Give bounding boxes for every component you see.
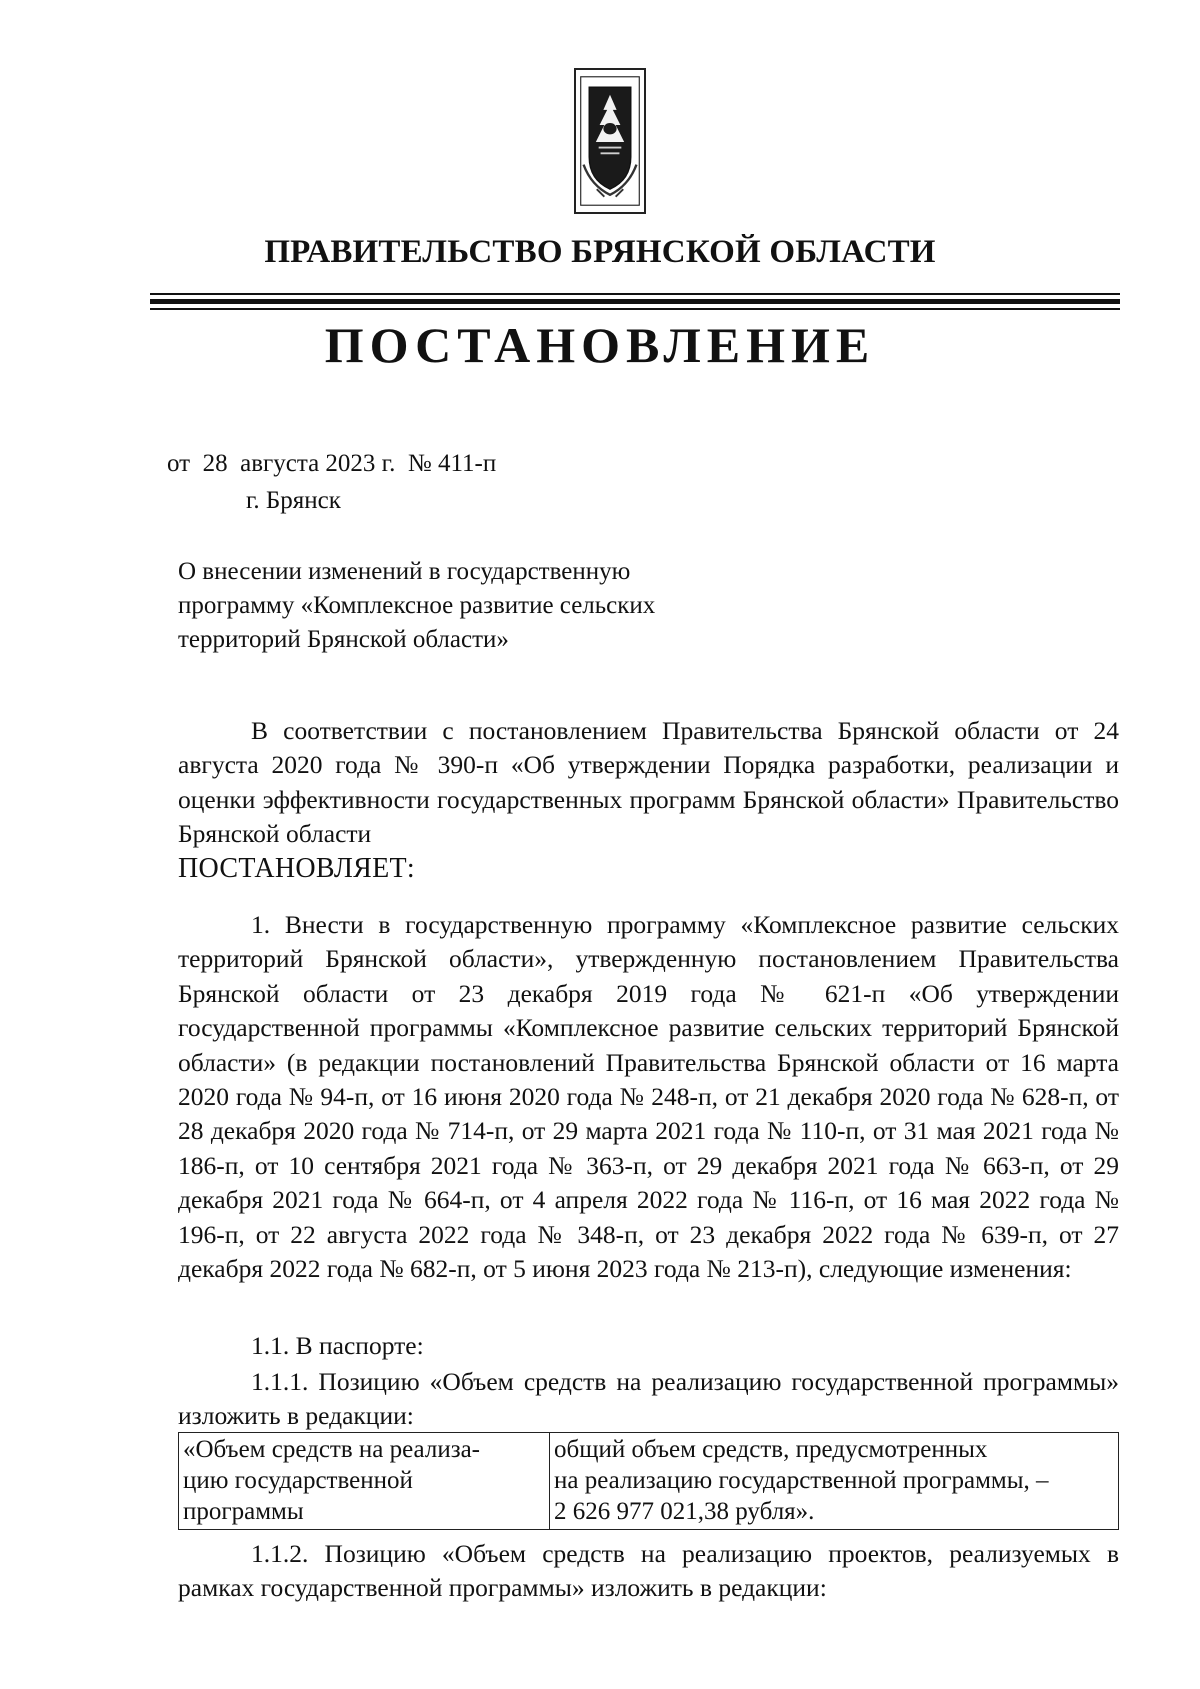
table-row (179, 1433, 1119, 1530)
header-rule-top (150, 293, 1120, 295)
cell-line: на реализацию государственной программы, – (554, 1467, 1049, 1494)
item-1-1-1-text: 1.1.1. Позицию «Объем средств на реализацию государственной программы» изложить в редакции: (178, 1367, 1119, 1431)
cell-line: общий объем средств, предусмотренных (554, 1436, 988, 1463)
document-date-number: от 28 августа 2023 г. № 411-п (167, 450, 497, 477)
item-1-1-2-text: 1.1.2. Позицию «Объем средств на реализацию проектов, реализуемых в рамках государственной программы» изложить в редакции: (178, 1539, 1119, 1603)
amendment-table (178, 1432, 1119, 1530)
government-title: ПРАВИТЕЛЬСТВО БРЯНСКОЙ ОБЛАСТИ (264, 234, 936, 270)
item-1-1-2-paragraph (178, 1537, 1119, 1606)
header-rule-bottom (150, 308, 1120, 310)
subject-line: О внесении изменений в государственную (178, 558, 631, 585)
document-subject (178, 555, 738, 657)
table-cell-value (550, 1433, 1119, 1530)
document-type-title: ПОСТАНОВЛЕНИЕ (324, 317, 876, 373)
coat-of-arms-emblem (574, 68, 646, 214)
document-city: г. Брянск (246, 487, 341, 514)
item-1-paragraph (178, 908, 1119, 1286)
coat-of-arms-icon (576, 70, 644, 212)
item-1-text: 1. Внести в государственную программу «Комплексное развитие сельских территорий Брянской области», утвержденную постановлением Правительства Брянской области от 23 декабря 2019 года № 621-п «Об утверждении государственной программы «Комплексное развитие сельских территорий Брянской области» (в редакции постановлений Правительства Брянской области от 16 марта 2020 года № 94-п, от 16 июня 2020 года № 248-п, от 21 декабря 2020 года № 628-п, от 28 декабря 2020 года № 714-п, от 29 марта 2021 года № 110-п, от 31 мая 2021 года № 186-п, от 10 сентября 2021 года № 363-п, от 29 декабря 2021 года № 663-п, от 29 декабря 2021 года № 664-п, от 4 апреля 2022 года № 116-п, от 16 мая 2022 года № 196-п, от 22 августа 2022 года № 348-п, от 23 декабря 2022 года № 639-п, от 27 декабря 2022 года № 682-п, от 5 июня 2023 года № 213-п), следующие изменения: (178, 910, 1119, 1284)
subject-line: территорий Брянской области» (178, 626, 509, 653)
cell-line: 2 626 977 021,38 рубля». (554, 1498, 815, 1525)
cell-line: цию государственной (183, 1467, 413, 1494)
table-cell-position (179, 1433, 550, 1530)
cell-line: программы (183, 1498, 304, 1525)
decree-word: ПОСТАНОВЛЯЕТ: (178, 853, 415, 884)
cell-line: «Объем средств на реализа- (183, 1436, 480, 1463)
item-1-1-heading: 1.1. В паспорте: (251, 1331, 424, 1360)
header-rule-thick (150, 299, 1120, 304)
item-1-1-1-paragraph (178, 1365, 1119, 1434)
intro-paragraph (178, 714, 1119, 852)
intro-text: В соответствии с постановлением Правительства Брянской области от 24 августа 2020 года № 390-п «Об утверждении Порядка разработки, реализации и оценки эффективности государственных программ Брянской области» Правительство Брянской области (178, 716, 1119, 849)
subject-line: программу «Комплексное развитие сельских (178, 592, 656, 619)
